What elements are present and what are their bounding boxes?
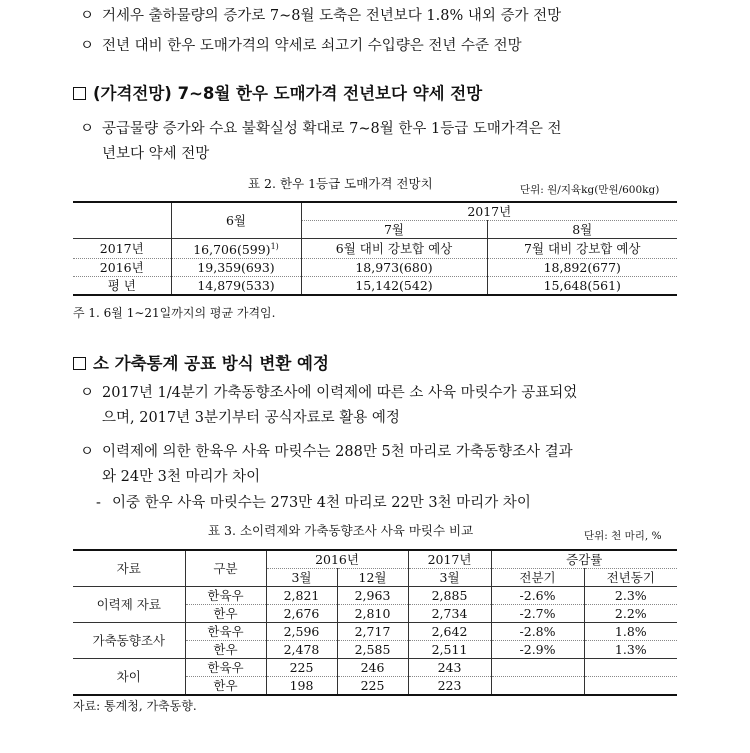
header-type: 구분 [185, 550, 266, 587]
stats-bullet-1-cont [102, 406, 400, 427]
table2-caption: 표 2. 한우 1등급 도매가격 전망치 [248, 176, 433, 191]
cell-july: 6월 대비 강보합 예상 [301, 239, 487, 259]
cell-june: 14,879(533) [171, 277, 301, 296]
cell-2016-dec: 246 [337, 659, 408, 677]
bullet-text-line2: 와 24만 3천 마리가 차이 [102, 469, 261, 485]
table3-source: 자료: 통계청, 가축동향. [73, 699, 197, 713]
table3-unit: 단위: 천 마리, % [584, 530, 662, 542]
bullet-marker: ㅇ [80, 385, 95, 401]
sub-bullet-text: 이중 한우 사육 마릿수는 273만 4천 마리로 22만 3천 마리가 차이 [112, 495, 531, 511]
checkbox-square-icon [73, 357, 86, 370]
section-heading-text: (가격전망) 7∼8월 한우 도매가격 전년보다 약세 전망 [93, 84, 483, 103]
cell-type: 한육우 [185, 587, 266, 605]
cell-june: 19,359(693) [171, 259, 301, 277]
livestock-count-table [73, 549, 677, 696]
cell-yoy: 1.3% [584, 641, 677, 659]
header-july: 7월 [301, 221, 487, 239]
cell-2017-mar: 223 [408, 677, 491, 696]
table-row [73, 659, 677, 677]
bullet-marker: ㅇ [80, 8, 95, 24]
header-2016-mar: 3월 [266, 569, 337, 587]
bullet-text-line2: 년보다 약세 전망 [102, 146, 210, 162]
header-change: 증감률 [491, 550, 677, 569]
row-label: 2016년 [73, 259, 171, 277]
group-label: 이력제 자료 [73, 587, 185, 623]
section-heading-price [73, 80, 482, 104]
cell-2017-mar: 2,885 [408, 587, 491, 605]
dash-marker: - [96, 495, 101, 511]
cell-qoq: -2.7% [491, 605, 584, 623]
header-june: 6월 [171, 202, 301, 239]
intro-bullet-2 [80, 34, 522, 55]
cell-yoy: 1.8% [584, 623, 677, 641]
footnote-ref: 1) [270, 242, 279, 251]
table-row [73, 259, 677, 277]
price-bullet [80, 117, 562, 138]
bullet-text: 전년 대비 한우 도매가격의 약세로 쇠고기 수입량은 전년 수준 전망 [102, 38, 522, 54]
header-source: 자료 [73, 550, 185, 587]
group-label: 차이 [73, 659, 185, 696]
table-row [73, 623, 677, 641]
bullet-text-line1: 공급물량 증가와 수요 불확실성 확대로 7∼8월 한우 1등급 도매가격은 전 [102, 121, 562, 137]
cell-type: 한육우 [185, 659, 266, 677]
cell-2016-mar: 2,821 [266, 587, 337, 605]
cell-type: 한우 [185, 605, 266, 623]
bullet-text-line1: 이력제에 의한 한육우 사육 마릿수는 288만 5천 마리로 가축동향조사 결과 [102, 444, 573, 460]
cell-aug: 7월 대비 강보합 예상 [487, 239, 677, 259]
cell-2016-mar: 198 [266, 677, 337, 696]
cell-june: $16,706(599)^{1)}$ [171, 239, 301, 259]
row-label: 2017년 [73, 239, 171, 259]
header-yoy: 전년동기 [584, 569, 677, 587]
cell-qoq: -2.6% [491, 587, 584, 605]
cell-2017-mar: 2,511 [408, 641, 491, 659]
cell-2016-dec: 225 [337, 677, 408, 696]
price-bullet-cont [102, 142, 209, 163]
table2-footnote: 주 1. 6월 1∼21일까지의 평균 가격임. [73, 306, 276, 320]
header-2017-mar: 3월 [408, 569, 491, 587]
cell-qoq: -2.9% [491, 641, 584, 659]
bullet-marker: ㅇ [80, 444, 95, 460]
table-row [73, 239, 677, 259]
header-aug: 8월 [487, 221, 677, 239]
cell-july: 18,973(680) [301, 259, 487, 277]
header-2016-dec: 12월 [337, 569, 408, 587]
cell-2016-mar: 2,478 [266, 641, 337, 659]
header-qoq: 전분기 [491, 569, 584, 587]
table2-unit: 단위: 원/지육kg(만원/600kg) [520, 184, 660, 196]
cell-2016-mar: 225 [266, 659, 337, 677]
cell-type: 한우 [185, 677, 266, 696]
price-forecast-table [73, 201, 677, 296]
table-header-row [73, 202, 677, 221]
cell-type: 한육우 [185, 623, 266, 641]
row-label: 평 년 [73, 277, 171, 296]
cell-type: 한우 [185, 641, 266, 659]
header-blank-cell [73, 202, 171, 239]
cell-2016-dec: 2,810 [337, 605, 408, 623]
bullet-text-line1: 2017년 1/4분기 가축동향조사에 이력제에 따른 소 사육 마릿수가 공표되었 [102, 385, 578, 401]
cell-yoy [584, 677, 677, 696]
header-2017: 2017년 [408, 550, 491, 569]
group-label: 가축동향조사 [73, 623, 185, 659]
cell-yoy: 2.3% [584, 587, 677, 605]
cell-july: 15,142(542) [301, 277, 487, 296]
cell-qoq [491, 659, 584, 677]
table3-caption: 표 3. 소이력제와 가축동향조사 사육 마릿수 비교 [208, 523, 474, 538]
cell-2016-mar: 2,596 [266, 623, 337, 641]
cell-2016-dec: 2,717 [337, 623, 408, 641]
bullet-marker: ㅇ [80, 38, 95, 54]
cell-qoq [491, 677, 584, 696]
cell-2016-mar: 2,676 [266, 605, 337, 623]
bullet-text: 거세우 출하물량의 증가로 7∼8월 도축은 전년보다 1.8% 내외 증가 전망 [102, 8, 562, 24]
cell-yoy [584, 659, 677, 677]
cell-2017-mar: 2,734 [408, 605, 491, 623]
table-header-row [73, 550, 677, 569]
stats-bullet-2-cont [102, 465, 260, 486]
cell-2017-mar: 243 [408, 659, 491, 677]
cell-2017-mar: 2,642 [408, 623, 491, 641]
bullet-text-line2: 으며, 2017년 3분기부터 공식자료로 활용 예정 [102, 410, 400, 426]
table-row [73, 587, 677, 605]
header-2017: 2017년 [301, 202, 677, 221]
cell-qoq: -2.8% [491, 623, 584, 641]
checkbox-square-icon [73, 87, 86, 100]
intro-bullet-1 [80, 4, 561, 25]
cell-2016-dec: 2,963 [337, 587, 408, 605]
stats-bullet-2 [80, 440, 573, 461]
section-heading-text: 소 가축통계 공표 방식 변환 예정 [93, 354, 329, 373]
cell-aug: 18,892(677) [487, 259, 677, 277]
stats-bullet-1 [80, 381, 577, 402]
stats-sub-bullet [96, 491, 531, 512]
header-2016: 2016년 [266, 550, 408, 569]
section-heading-stats [73, 350, 329, 374]
cell-2016-dec: 2,585 [337, 641, 408, 659]
cell-yoy: 2.2% [584, 605, 677, 623]
table-row [73, 277, 677, 296]
cell-aug: 15,648(561) [487, 277, 677, 296]
bullet-marker: ㅇ [80, 121, 95, 137]
